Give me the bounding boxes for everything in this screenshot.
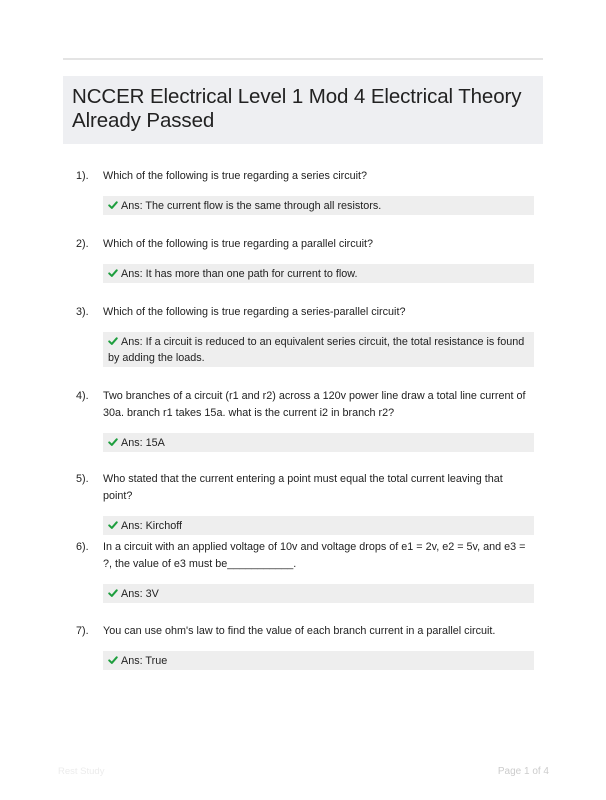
answer-box	[103, 584, 534, 603]
question-item-6	[76, 539, 536, 603]
question-text: You can use ohm's law to find the value of each branch current in a parallel circuit.	[103, 625, 496, 637]
question-number: 6).	[76, 541, 89, 553]
question-number: 2).	[76, 238, 89, 250]
question-text: Who stated that the current entering a point must equal the total current leaving that point?	[103, 473, 503, 502]
answer-box	[103, 651, 534, 670]
page-title: NCCER Electrical Level 1 Mod 4 Electrical Theory Already Passed	[72, 85, 522, 132]
answer-text: Ans: 3V	[121, 588, 159, 600]
question-text: Which of the following is true regarding a series circuit?	[103, 170, 368, 182]
page-indicator: Page 1 of 4	[497, 766, 549, 777]
question-text: In a circuit with an applied voltage of 10v and voltage drops of e1 = 2v, e2 = 5v, and e3 = ?, the value of e3 must be___________.	[103, 541, 526, 570]
question-number: 4).	[76, 390, 89, 402]
question-text: Two branches of a circuit (r1 and r2) across a 120v power line draw a total line current of 30a. branch r1 takes 15a. what is the current i2 in branch r2?	[103, 390, 526, 419]
answer-text: Ans: True	[121, 655, 168, 667]
question-item-3	[76, 304, 536, 367]
title-banner	[63, 76, 543, 144]
answer-text: Ans: 15A	[121, 437, 165, 449]
answer-text: Ans: Kirchoff	[121, 520, 183, 532]
answer-box	[103, 264, 534, 283]
question-item-4	[76, 388, 536, 452]
answer-text: Ans: If a circuit is reduced to an equivalent series circuit, the total resistance is found by adding the loads.	[108, 336, 525, 364]
check-icon	[108, 437, 118, 447]
question-text: Which of the following is true regarding a series-parallel circuit?	[103, 306, 406, 318]
check-icon	[108, 588, 118, 598]
check-icon	[108, 655, 118, 665]
question-text: Which of the following is true regarding a parallel circuit?	[103, 238, 374, 250]
question-item-2	[76, 236, 536, 283]
answer-text: Ans: The current flow is the same through all resistors.	[121, 200, 382, 212]
check-icon	[108, 268, 118, 278]
question-item-7	[76, 623, 536, 670]
question-number: 1).	[76, 170, 89, 182]
question-number: 3).	[76, 306, 89, 318]
top-divider	[63, 58, 543, 60]
answer-box	[103, 332, 534, 367]
answer-text: Ans: It has more than one path for current to flow.	[121, 268, 358, 280]
check-icon	[108, 336, 118, 346]
watermark-text: Rest Study	[58, 766, 105, 777]
answer-box	[103, 196, 534, 215]
question-item-1	[76, 168, 536, 215]
check-icon	[108, 200, 118, 210]
question-number: 5).	[76, 473, 89, 485]
question-item-5	[76, 471, 536, 535]
answer-box	[103, 433, 534, 452]
answer-box	[103, 516, 534, 535]
question-number: 7).	[76, 625, 89, 637]
check-icon	[108, 520, 118, 530]
